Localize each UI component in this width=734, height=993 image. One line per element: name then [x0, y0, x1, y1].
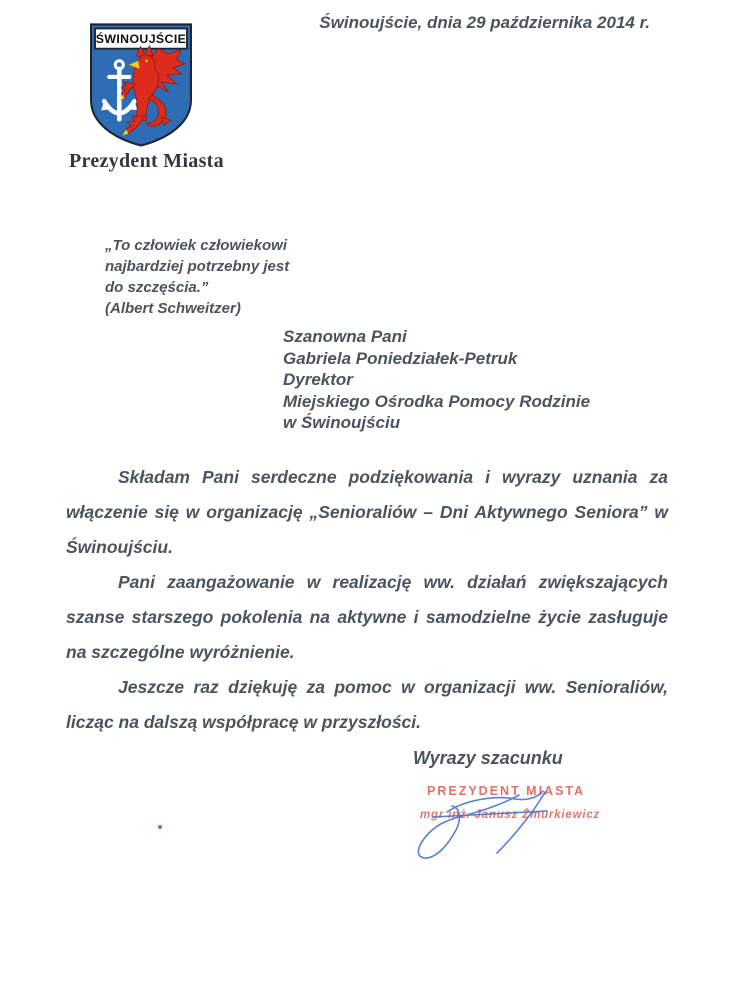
recipient-role: Dyrektor	[283, 370, 353, 389]
quote-line: najbardziej potrzebny jest	[105, 258, 290, 275]
quote-block	[105, 235, 289, 319]
recipient-organization: Miejskiego Ośrodka Pomocy Rodzinie	[283, 391, 591, 411]
quote-line: „To człowiek człowiekowi	[105, 237, 287, 254]
ink-signature	[395, 778, 605, 873]
signature-stroke	[418, 795, 519, 858]
body-paragraph: Pani zaangażowanie w realizację ww. działań zwiększających szanse starszego pokolenia na aktywne i samodzielne życie zasługuje na szczególne wyróżnienie.	[66, 572, 668, 662]
body-paragraph: Składam Pani serdeczne podziękowania i wyrazy uznania za włączenie się w organizację „Senioraliów – Dni Aktywnego Seniora” w Świnoujściu.	[66, 467, 668, 557]
banner-city-name: ŚWINOUJŚCIE	[95, 32, 187, 47]
recipient-name: Gabriela Poniedziałek-Petruk	[283, 348, 518, 368]
stamp-name: mgr inż. Janusz Żmurkiewicz	[420, 809, 601, 821]
body-paragraph: Jeszcze raz dziękuję za pomoc w organizacji ww. Senioraliów, licząc na dalszą współpracę w przyszłości.	[66, 677, 668, 732]
recipient-block	[283, 326, 590, 434]
date-line: Świnoujście, dnia 29 października 2014 r.	[319, 13, 650, 32]
closing-phrase: Wyrazy szacunku	[413, 748, 563, 768]
quote-line: do szczęścia.”	[105, 279, 209, 296]
city-coat-of-arms-icon	[88, 21, 194, 149]
signature-stroke	[447, 791, 543, 812]
signature-stroke	[497, 792, 545, 853]
quote-attribution: (Albert Schweitzer)	[105, 300, 241, 317]
recipient-salutation: Szanowna Pani	[283, 327, 407, 346]
recipient-city: w Świnoujściu	[283, 413, 401, 432]
ink-dot	[158, 825, 162, 829]
sender-title: Prezydent Miasta	[69, 150, 224, 172]
letter-body	[66, 460, 668, 740]
stamp-title: PREZYDENT MIASTA	[427, 784, 586, 798]
